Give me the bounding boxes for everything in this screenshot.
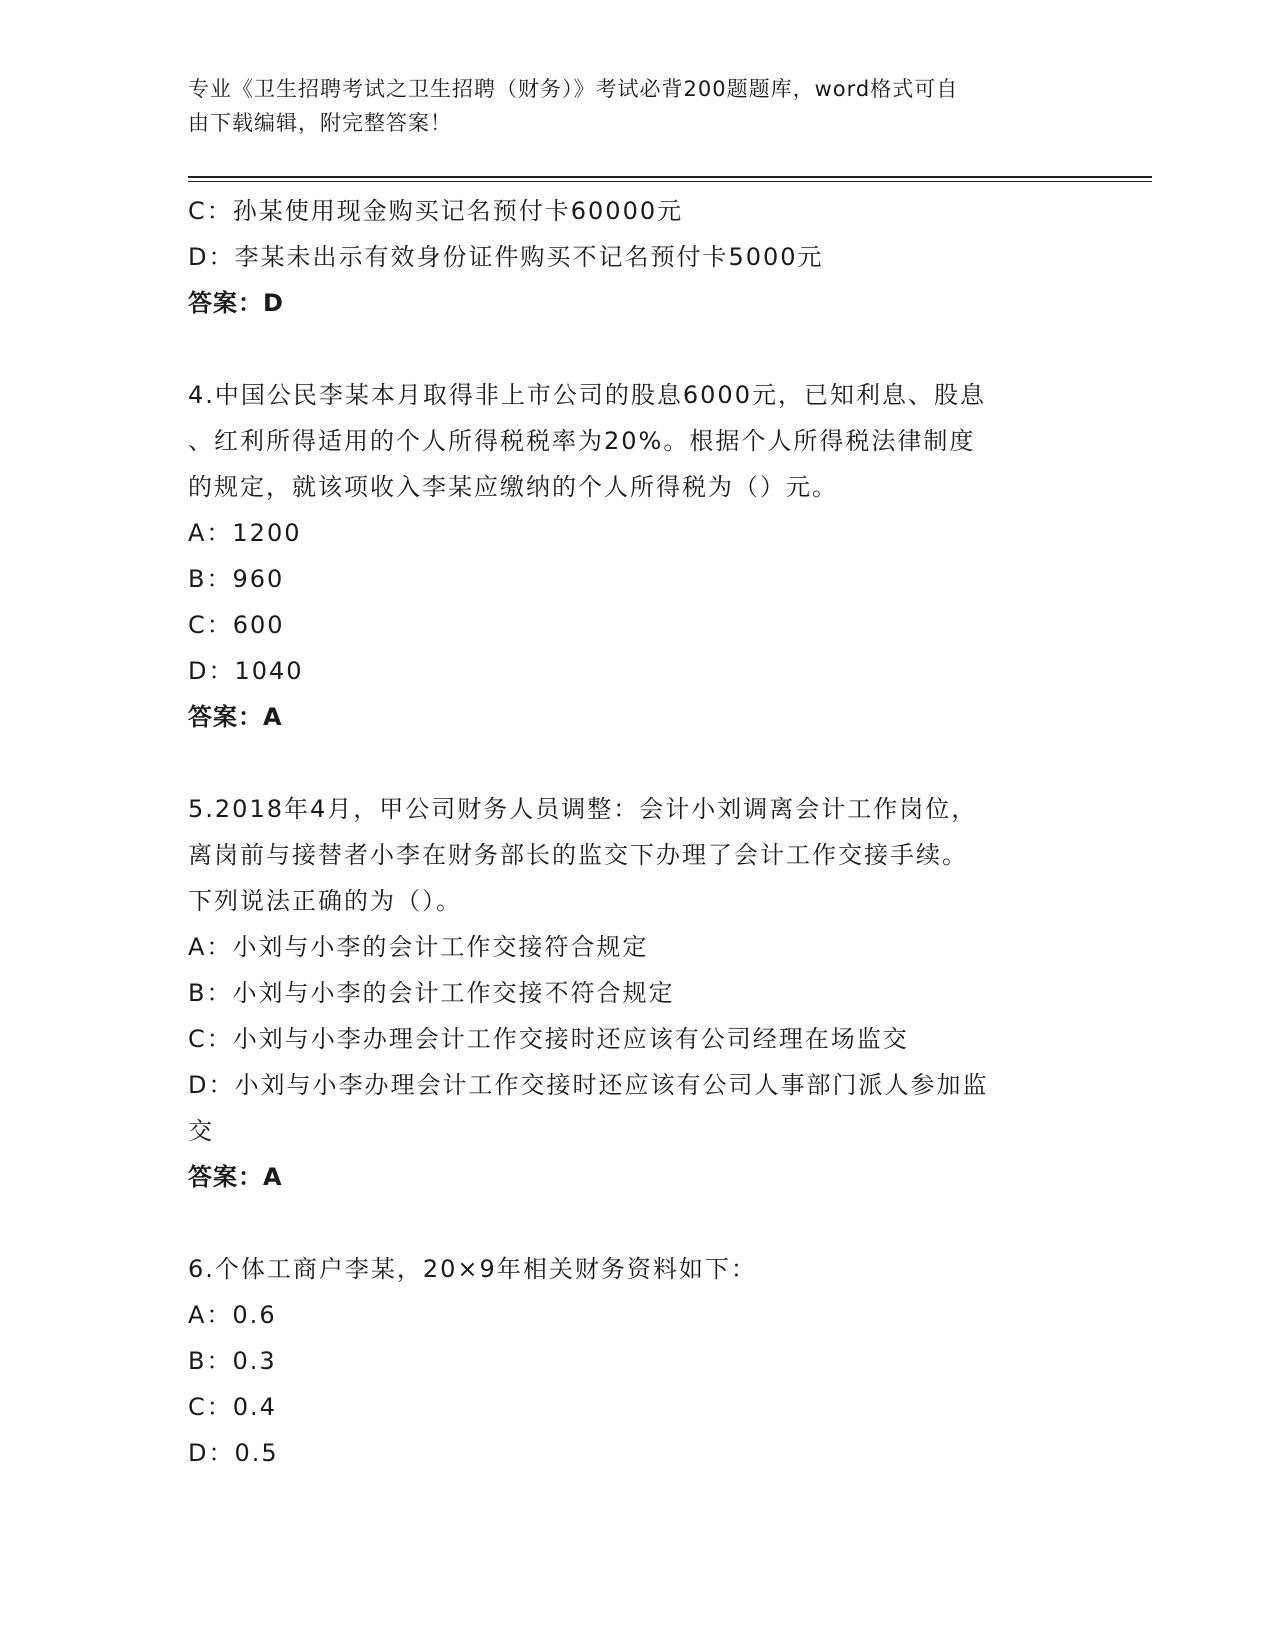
q4-stem-line-1: 4.中国公民李某本月取得非上市公司的股息6000元，已知利息、股息 [188,381,986,409]
spacer [188,740,1088,786]
prev-option-d: D：李某未出示有效身份证件购买不记名预付卡5000元 [188,243,824,271]
document-header [188,72,1068,140]
q4-option-b: B：960 [188,565,285,593]
question-4-block [188,372,1088,740]
q5-option-d-line-1: D：小刘与小李办理会计工作交接时还应该有公司人事部门派人参加监 [188,1071,989,1099]
q5-option-c: C：小刘与小李办理会计工作交接时还应该有公司经理在场监交 [188,1025,909,1053]
header-rule-thick [188,176,1152,178]
q5-option-a: A：小刘与小李的会计工作交接符合规定 [188,933,649,961]
q5-answer: 答案：A [188,1163,283,1191]
q5-option-b: B：小刘与小李的会计工作交接不符合规定 [188,979,675,1007]
q6-stem-line-1: 6.个体工商户李某，20×9年相关财务资料如下： [188,1255,757,1283]
q5-stem-line-3: 下列说法正确的为（）。 [188,887,462,915]
q6-option-d: D：0.5 [188,1439,279,1467]
question-6-block [188,1246,1088,1476]
prev-answer: 答案：D [188,289,284,317]
header-line-1: 专业《卫生招聘考试之卫生招聘（财务）》考试必背200题题库，word格式可自 [188,77,959,101]
q5-option-d-line-2: 交 [188,1117,214,1145]
question-5-block [188,786,1088,1200]
q4-answer: 答案：A [188,703,283,731]
q4-option-d: D：1040 [188,657,304,685]
header-line-2: 由下载编辑，附完整答案！ [188,111,452,135]
spacer [188,1200,1088,1246]
q6-option-c: C：0.4 [188,1393,277,1421]
header-rule-thin [188,181,1152,182]
q4-stem-line-3: 的规定，就该项收入李某应缴纳的个人所得税为（）元。 [188,473,838,501]
q6-option-a: A：0.6 [188,1301,277,1329]
prev-question-block [188,188,1088,326]
q4-option-c: C：600 [188,611,285,639]
q4-stem-line-2: 、红利所得适用的个人所得税税率为20%。根据个人所得税法律制度 [188,427,976,455]
prev-option-c: C：孙某使用现金购买记名预付卡60000元 [188,197,684,225]
q5-stem-line-2: 离岗前与接替者小李在财务部长的监交下办理了会计工作交接手续。 [188,841,968,869]
spacer [188,326,1088,372]
document-body [188,188,1088,1476]
q5-stem-line-1: 5.2018年4月，甲公司财务人员调整：会计小刘调离会计工作岗位， [188,795,978,823]
q6-option-b: B：0.3 [188,1347,277,1375]
q4-option-a: A：1200 [188,519,302,547]
